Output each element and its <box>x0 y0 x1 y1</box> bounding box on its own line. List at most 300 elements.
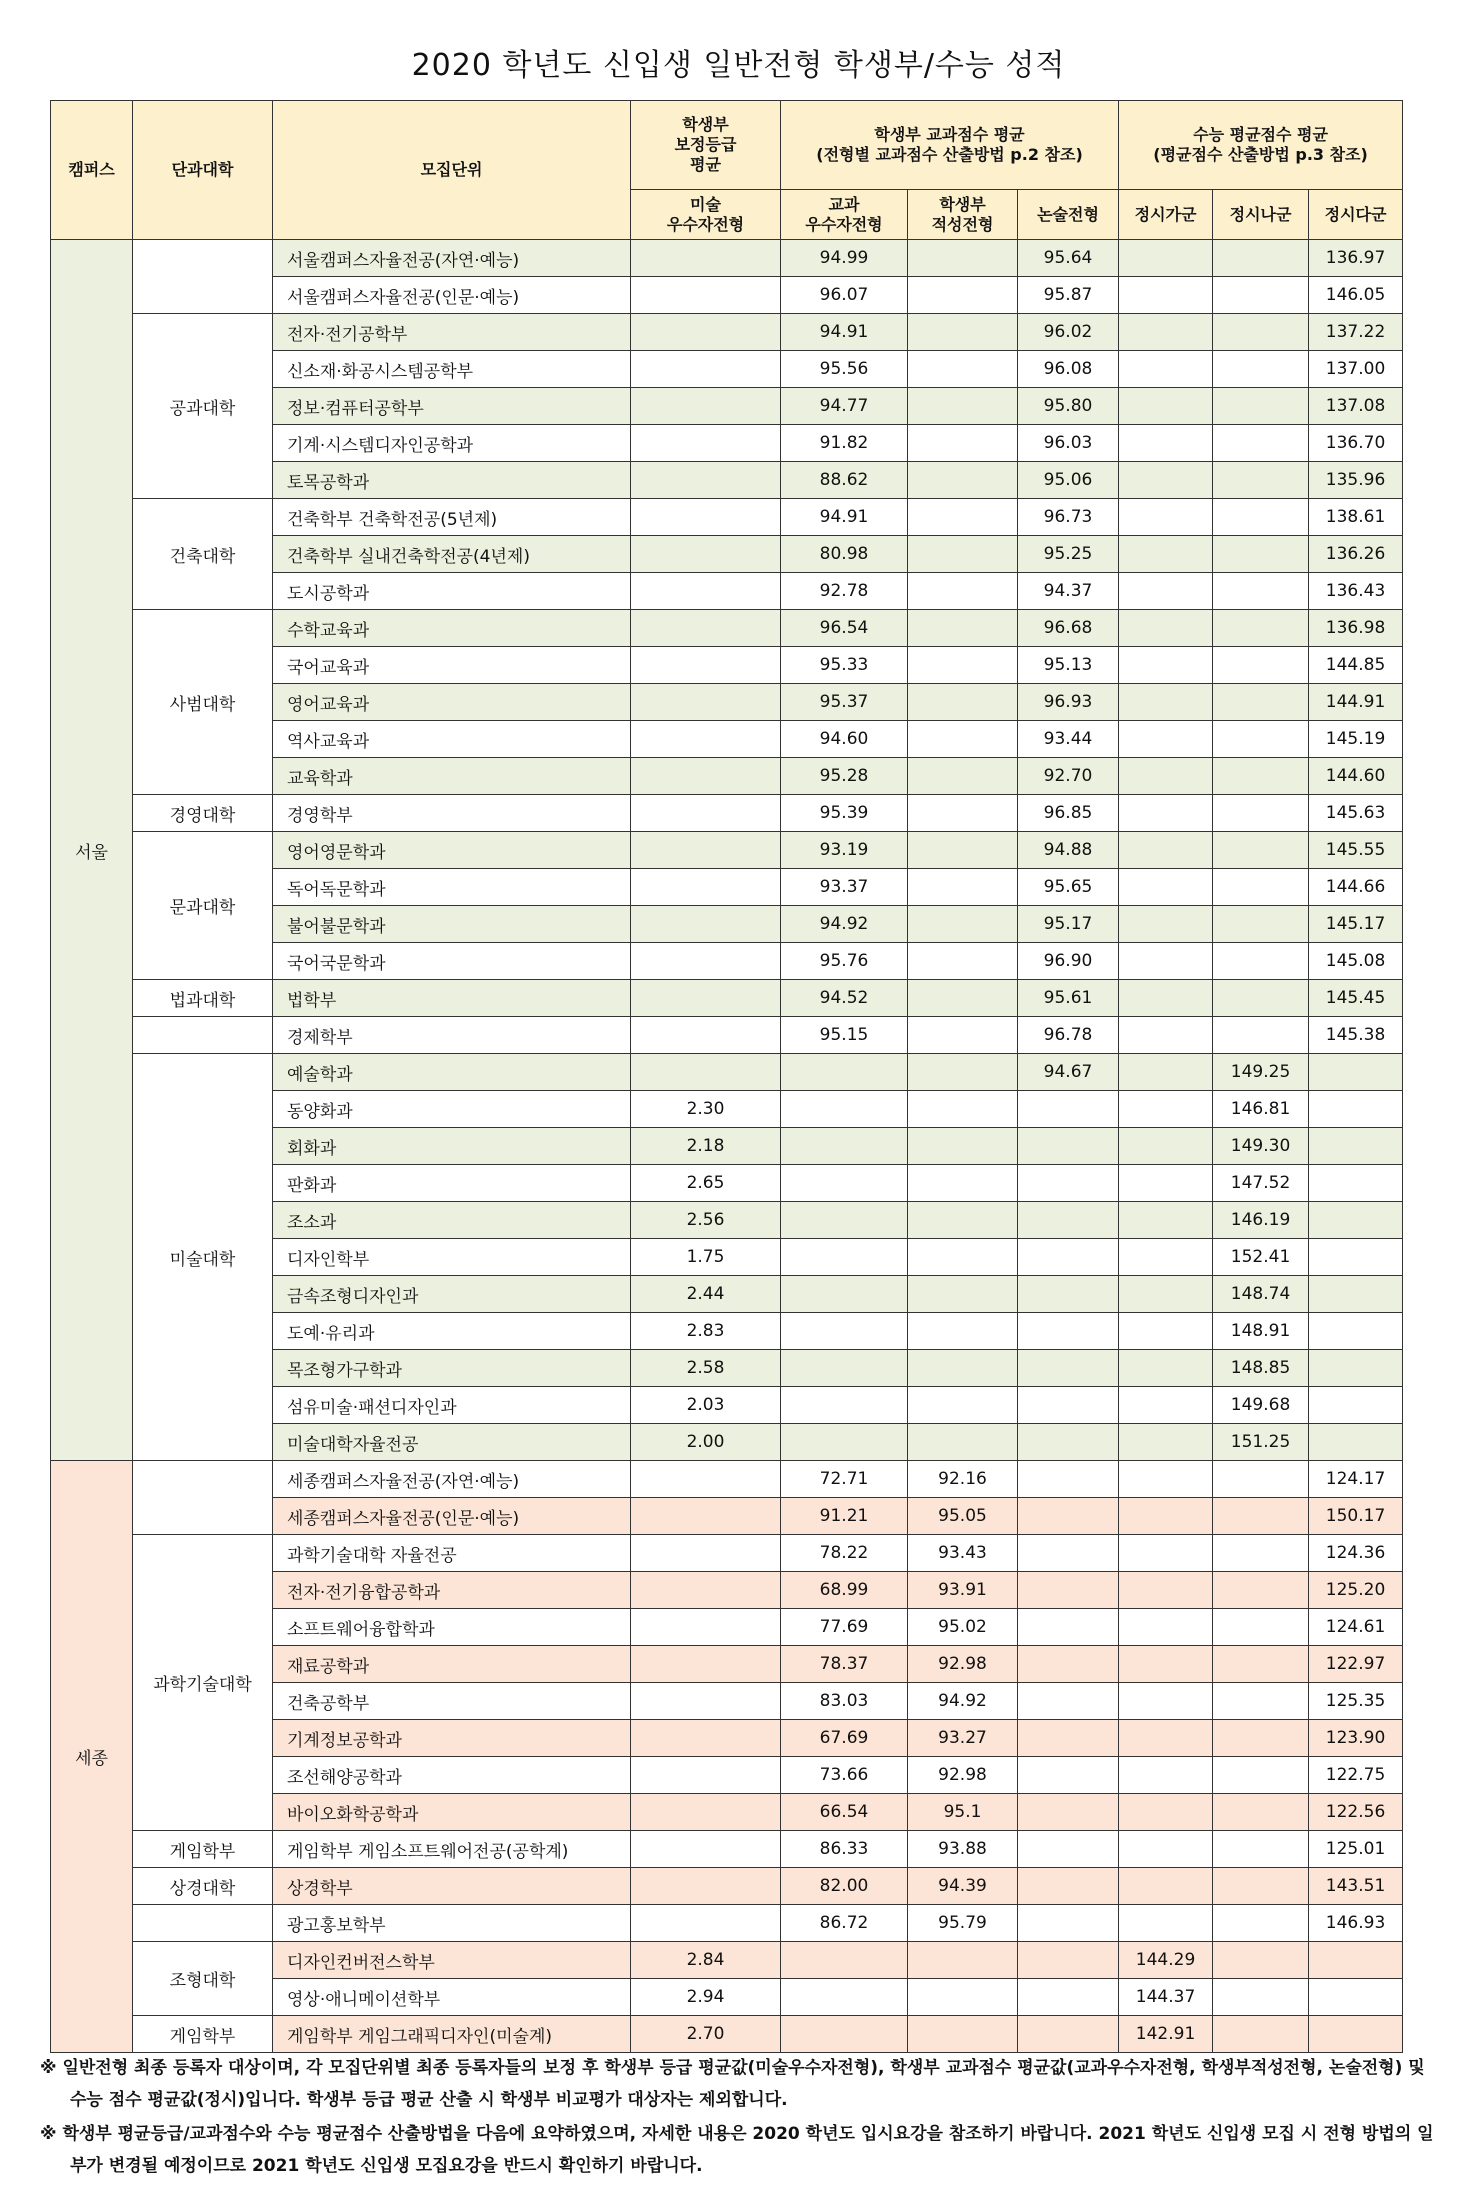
subject-cell: 78.37 <box>781 1646 908 1683</box>
college-cell: 경영대학 <box>133 795 273 832</box>
subject-cell <box>781 1942 908 1979</box>
unit-cell: 서울캠퍼스자율전공(자연·예능) <box>273 240 631 277</box>
da-cell: 145.63 <box>1309 795 1403 832</box>
art-cell: 2.70 <box>631 2016 781 2053</box>
da-cell <box>1309 1276 1403 1313</box>
ga-cell: 144.29 <box>1119 1942 1213 1979</box>
essay-cell: 95.17 <box>1018 906 1119 943</box>
da-cell <box>1309 1128 1403 1165</box>
art-cell: 1.75 <box>631 1239 781 1276</box>
art-cell <box>631 721 781 758</box>
essay-cell: 96.68 <box>1018 610 1119 647</box>
essay-cell <box>1018 1609 1119 1646</box>
na-cell <box>1213 1017 1309 1054</box>
aptitude-cell <box>908 351 1018 388</box>
da-cell <box>1309 1054 1403 1091</box>
da-cell <box>1309 1424 1403 1461</box>
da-cell: 136.98 <box>1309 610 1403 647</box>
aptitude-cell <box>908 943 1018 980</box>
essay-cell <box>1018 1683 1119 1720</box>
college-cell: 상경대학 <box>133 1868 273 1905</box>
aptitude-cell <box>908 795 1018 832</box>
art-cell <box>631 906 781 943</box>
aptitude-cell <box>908 1313 1018 1350</box>
da-cell: 145.55 <box>1309 832 1403 869</box>
subject-cell: 93.37 <box>781 869 908 906</box>
unit-cell: 전자·전기공학부 <box>273 314 631 351</box>
unit-cell: 신소재·화공시스템공학부 <box>273 351 631 388</box>
aptitude-cell <box>908 1387 1018 1424</box>
ga-cell: 142.91 <box>1119 2016 1213 2053</box>
aptitude-cell: 92.98 <box>908 1646 1018 1683</box>
subject-cell: 95.56 <box>781 351 908 388</box>
ga-cell <box>1119 277 1213 314</box>
table-row <box>51 240 1403 277</box>
college-cell: 사범대학 <box>133 610 273 795</box>
da-cell: 136.26 <box>1309 536 1403 573</box>
na-cell <box>1213 1720 1309 1757</box>
subject-cell: 78.22 <box>781 1535 908 1572</box>
essay-cell <box>1018 1424 1119 1461</box>
unit-cell: 불어불문학과 <box>273 906 631 943</box>
aptitude-cell <box>908 1979 1018 2016</box>
subject-cell: 86.33 <box>781 1831 908 1868</box>
ga-cell <box>1119 943 1213 980</box>
art-cell <box>631 351 781 388</box>
da-cell: 122.75 <box>1309 1757 1403 1794</box>
unit-cell: 영상·애니메이션학부 <box>273 1979 631 2016</box>
ga-cell <box>1119 906 1213 943</box>
aptitude-cell: 93.43 <box>908 1535 1018 1572</box>
essay-cell: 94.67 <box>1018 1054 1119 1091</box>
subject-cell: 95.76 <box>781 943 908 980</box>
unit-cell: 과학기술대학 자율전공 <box>273 1535 631 1572</box>
unit-cell: 교육학과 <box>273 758 631 795</box>
aptitude-cell <box>908 758 1018 795</box>
essay-cell <box>1018 1757 1119 1794</box>
table-row <box>51 1017 1403 1054</box>
da-cell <box>1309 1202 1403 1239</box>
subject-cell <box>781 1054 908 1091</box>
subject-cell: 94.91 <box>781 499 908 536</box>
table-row <box>51 1831 1403 1868</box>
art-cell: 2.65 <box>631 1165 781 1202</box>
ga-cell <box>1119 1313 1213 1350</box>
subject-cell <box>781 1239 908 1276</box>
da-cell: 145.08 <box>1309 943 1403 980</box>
aptitude-cell <box>908 832 1018 869</box>
da-cell <box>1309 1091 1403 1128</box>
da-cell: 145.38 <box>1309 1017 1403 1054</box>
art-cell: 2.58 <box>631 1350 781 1387</box>
da-cell <box>1309 1942 1403 1979</box>
essay-cell <box>1018 1794 1119 1831</box>
unit-cell: 목조형가구학과 <box>273 1350 631 1387</box>
header-da: 정시다군 <box>1309 190 1403 240</box>
aptitude-cell <box>908 1276 1018 1313</box>
na-cell: 151.25 <box>1213 1424 1309 1461</box>
da-cell <box>1309 1350 1403 1387</box>
aptitude-cell <box>908 1424 1018 1461</box>
aptitude-cell <box>908 388 1018 425</box>
da-cell <box>1309 2016 1403 2053</box>
unit-cell: 미술대학자율전공 <box>273 1424 631 1461</box>
art-cell <box>631 869 781 906</box>
aptitude-cell: 92.16 <box>908 1461 1018 1498</box>
da-cell: 145.17 <box>1309 906 1403 943</box>
art-cell <box>631 1461 781 1498</box>
na-cell: 149.68 <box>1213 1387 1309 1424</box>
essay-cell <box>1018 1091 1119 1128</box>
aptitude-cell <box>908 499 1018 536</box>
ga-cell <box>1119 684 1213 721</box>
da-cell: 124.17 <box>1309 1461 1403 1498</box>
ga-cell <box>1119 1017 1213 1054</box>
unit-cell: 예술학과 <box>273 1054 631 1091</box>
unit-cell: 재료공학과 <box>273 1646 631 1683</box>
art-cell <box>631 758 781 795</box>
aptitude-cell: 95.79 <box>908 1905 1018 1942</box>
unit-cell: 역사교육과 <box>273 721 631 758</box>
na-cell <box>1213 536 1309 573</box>
subject-cell: 94.92 <box>781 906 908 943</box>
ga-cell <box>1119 1276 1213 1313</box>
aptitude-cell <box>908 1202 1018 1239</box>
subject-cell <box>781 1387 908 1424</box>
essay-cell <box>1018 1165 1119 1202</box>
ga-cell <box>1119 1720 1213 1757</box>
unit-cell: 정보·컴퓨터공학부 <box>273 388 631 425</box>
na-cell <box>1213 869 1309 906</box>
art-cell <box>631 1868 781 1905</box>
subject-cell <box>781 2016 908 2053</box>
essay-cell <box>1018 1276 1119 1313</box>
college-cell: 조형대학 <box>133 1942 273 2016</box>
na-cell <box>1213 758 1309 795</box>
header-subject: 교과 우수자전형 <box>781 190 908 240</box>
da-cell: 145.19 <box>1309 721 1403 758</box>
ga-cell <box>1119 1424 1213 1461</box>
na-cell: 146.19 <box>1213 1202 1309 1239</box>
footnote: ※ 일반전형 최종 등록자 대상이며, 각 모집단위별 최종 등록자들의 보정 후 학생부 등급 평균값(미술우수자전형), 학생부 교과점수 평균값(교과우수자전형, 학생부적성전형, 논술전형) 및 수능 점수 평균값(정시)입니다. 학생부 등급 평균 산출 시 학생부 비교평가 대상자는 제외합니다. <box>40 2058 1425 2110</box>
na-cell <box>1213 2016 1309 2053</box>
subject-cell: 67.69 <box>781 1720 908 1757</box>
table-row <box>51 314 1403 351</box>
essay-cell: 95.13 <box>1018 647 1119 684</box>
ga-cell <box>1119 980 1213 1017</box>
subject-cell <box>781 1128 908 1165</box>
ga-cell <box>1119 610 1213 647</box>
essay-cell: 94.88 <box>1018 832 1119 869</box>
ga-cell <box>1119 1757 1213 1794</box>
aptitude-cell <box>908 1239 1018 1276</box>
ga-cell <box>1119 499 1213 536</box>
table-row <box>51 795 1403 832</box>
table-row <box>51 980 1403 1017</box>
da-cell <box>1309 1239 1403 1276</box>
essay-cell <box>1018 1128 1119 1165</box>
table-body <box>51 240 1403 2053</box>
ga-cell <box>1119 1646 1213 1683</box>
ga-cell <box>1119 721 1213 758</box>
art-cell: 2.03 <box>631 1387 781 1424</box>
essay-cell: 96.73 <box>1018 499 1119 536</box>
da-cell: 125.35 <box>1309 1683 1403 1720</box>
unit-cell: 조소과 <box>273 1202 631 1239</box>
essay-cell: 96.03 <box>1018 425 1119 462</box>
na-cell: 149.25 <box>1213 1054 1309 1091</box>
art-cell <box>631 1831 781 1868</box>
table-row <box>51 499 1403 536</box>
subject-cell: 68.99 <box>781 1572 908 1609</box>
essay-cell <box>1018 1350 1119 1387</box>
na-cell <box>1213 462 1309 499</box>
subject-cell <box>781 1202 908 1239</box>
aptitude-cell: 93.91 <box>908 1572 1018 1609</box>
art-cell <box>631 1794 781 1831</box>
unit-cell: 조선해양공학과 <box>273 1757 631 1794</box>
essay-cell <box>1018 1535 1119 1572</box>
subject-cell: 94.77 <box>781 388 908 425</box>
ga-cell <box>1119 1054 1213 1091</box>
da-cell: 145.45 <box>1309 980 1403 1017</box>
art-cell <box>631 832 781 869</box>
unit-cell: 세종캠퍼스자율전공(자연·예능) <box>273 1461 631 1498</box>
college-cell: 건축대학 <box>133 499 273 610</box>
art-cell: 2.00 <box>631 1424 781 1461</box>
ga-cell <box>1119 425 1213 462</box>
essay-cell: 95.61 <box>1018 980 1119 1017</box>
essay-cell <box>1018 1905 1119 1942</box>
art-cell: 2.56 <box>631 1202 781 1239</box>
campus-cell: 세종 <box>51 1461 133 2053</box>
ga-cell <box>1119 832 1213 869</box>
art-cell <box>631 647 781 684</box>
aptitude-cell <box>908 610 1018 647</box>
unit-cell: 건축공학부 <box>273 1683 631 1720</box>
da-cell: 135.96 <box>1309 462 1403 499</box>
unit-cell: 도시공학과 <box>273 573 631 610</box>
da-cell <box>1309 1979 1403 2016</box>
na-cell <box>1213 573 1309 610</box>
ga-cell <box>1119 1091 1213 1128</box>
header-ga: 정시가군 <box>1119 190 1213 240</box>
admission-score-table <box>50 100 1403 2053</box>
table-row <box>51 1905 1403 1942</box>
da-cell: 144.60 <box>1309 758 1403 795</box>
college-cell: 공과대학 <box>133 314 273 499</box>
header-unit: 모집단위 <box>273 101 631 240</box>
campus-cell: 서울 <box>51 240 133 1461</box>
na-cell <box>1213 314 1309 351</box>
na-cell <box>1213 906 1309 943</box>
aptitude-cell <box>908 2016 1018 2053</box>
table-row <box>51 610 1403 647</box>
aptitude-cell <box>908 1165 1018 1202</box>
art-cell <box>631 684 781 721</box>
subject-cell <box>781 1979 908 2016</box>
unit-cell: 건축학부 실내건축학전공(4년제) <box>273 536 631 573</box>
na-cell <box>1213 1979 1309 2016</box>
aptitude-cell <box>908 1091 1018 1128</box>
subject-cell: 92.78 <box>781 573 908 610</box>
ga-cell <box>1119 1683 1213 1720</box>
na-cell <box>1213 1757 1309 1794</box>
essay-cell <box>1018 2016 1119 2053</box>
header-grade-group: 학생부 보정등급 평균 <box>631 101 781 190</box>
aptitude-cell <box>908 721 1018 758</box>
subject-cell <box>781 1313 908 1350</box>
subject-cell: 93.19 <box>781 832 908 869</box>
ga-cell <box>1119 462 1213 499</box>
art-cell: 2.94 <box>631 1979 781 2016</box>
college-cell: 문과대학 <box>133 832 273 980</box>
subject-cell: 95.28 <box>781 758 908 795</box>
na-cell <box>1213 425 1309 462</box>
essay-cell <box>1018 1387 1119 1424</box>
da-cell: 122.56 <box>1309 1794 1403 1831</box>
ga-cell <box>1119 240 1213 277</box>
na-cell <box>1213 388 1309 425</box>
essay-cell: 95.06 <box>1018 462 1119 499</box>
aptitude-cell: 92.98 <box>908 1757 1018 1794</box>
da-cell: 146.05 <box>1309 277 1403 314</box>
unit-cell: 섬유미술·패션디자인과 <box>273 1387 631 1424</box>
na-cell <box>1213 1646 1309 1683</box>
da-cell: 125.20 <box>1309 1572 1403 1609</box>
header-college: 단과대학 <box>133 101 273 240</box>
unit-cell: 전자·전기융합공학과 <box>273 1572 631 1609</box>
da-cell: 138.61 <box>1309 499 1403 536</box>
ga-cell <box>1119 1794 1213 1831</box>
na-cell <box>1213 684 1309 721</box>
aptitude-cell <box>908 425 1018 462</box>
art-cell <box>631 1905 781 1942</box>
header-campus: 캠퍼스 <box>51 101 133 240</box>
essay-cell: 96.93 <box>1018 684 1119 721</box>
unit-cell: 건축학부 건축학전공(5년제) <box>273 499 631 536</box>
art-cell <box>631 1609 781 1646</box>
unit-cell: 수학교육과 <box>273 610 631 647</box>
ga-cell <box>1119 1128 1213 1165</box>
subject-cell: 95.37 <box>781 684 908 721</box>
art-cell <box>631 425 781 462</box>
na-cell <box>1213 610 1309 647</box>
essay-cell: 96.90 <box>1018 943 1119 980</box>
art-cell <box>631 240 781 277</box>
da-cell: 136.97 <box>1309 240 1403 277</box>
header-na: 정시나군 <box>1213 190 1309 240</box>
header-art: 미술 우수자전형 <box>631 190 781 240</box>
aptitude-cell: 95.05 <box>908 1498 1018 1535</box>
aptitude-cell <box>908 1017 1018 1054</box>
da-cell: 144.66 <box>1309 869 1403 906</box>
art-cell <box>631 980 781 1017</box>
unit-cell: 국어교육과 <box>273 647 631 684</box>
na-cell <box>1213 1868 1309 1905</box>
essay-cell: 95.64 <box>1018 240 1119 277</box>
unit-cell: 세종캠퍼스자율전공(인문·예능) <box>273 1498 631 1535</box>
subject-cell: 86.72 <box>781 1905 908 1942</box>
essay-cell <box>1018 1202 1119 1239</box>
essay-cell: 95.87 <box>1018 277 1119 314</box>
na-cell <box>1213 277 1309 314</box>
college-cell: 법과대학 <box>133 980 273 1017</box>
unit-cell: 상경학부 <box>273 1868 631 1905</box>
art-cell <box>631 314 781 351</box>
subject-cell: 94.52 <box>781 980 908 1017</box>
na-cell: 152.41 <box>1213 1239 1309 1276</box>
na-cell: 147.52 <box>1213 1165 1309 1202</box>
ga-cell <box>1119 869 1213 906</box>
subject-cell: 91.21 <box>781 1498 908 1535</box>
table-row <box>51 2016 1403 2053</box>
page-title: 2020 학년도 신입생 일반전형 학생부/수능 성적 <box>411 48 1066 83</box>
art-cell: 2.83 <box>631 1313 781 1350</box>
art-cell: 2.18 <box>631 1128 781 1165</box>
ga-cell <box>1119 1498 1213 1535</box>
unit-cell: 도예·유리과 <box>273 1313 631 1350</box>
ga-cell <box>1119 536 1213 573</box>
na-cell <box>1213 832 1309 869</box>
aptitude-cell: 93.27 <box>908 1720 1018 1757</box>
aptitude-cell <box>908 462 1018 499</box>
essay-cell: 93.44 <box>1018 721 1119 758</box>
ga-cell <box>1119 1239 1213 1276</box>
unit-cell: 디자인컨버전스학부 <box>273 1942 631 1979</box>
na-cell: 149.30 <box>1213 1128 1309 1165</box>
subject-cell: 80.98 <box>781 536 908 573</box>
ga-cell <box>1119 647 1213 684</box>
header-aptitude: 학생부 적성전형 <box>908 190 1018 240</box>
da-cell <box>1309 1313 1403 1350</box>
aptitude-cell <box>908 277 1018 314</box>
da-cell: 123.90 <box>1309 1720 1403 1757</box>
da-cell <box>1309 1165 1403 1202</box>
ga-cell <box>1119 1535 1213 1572</box>
college-cell: 미술대학 <box>133 1054 273 1461</box>
na-cell <box>1213 1572 1309 1609</box>
ga-cell <box>1119 314 1213 351</box>
ga-cell <box>1119 351 1213 388</box>
ga-cell: 144.37 <box>1119 1979 1213 2016</box>
art-cell <box>631 795 781 832</box>
da-cell: 125.01 <box>1309 1831 1403 1868</box>
art-cell <box>631 1498 781 1535</box>
art-cell: 2.44 <box>631 1276 781 1313</box>
subject-cell: 91.82 <box>781 425 908 462</box>
essay-cell <box>1018 1239 1119 1276</box>
na-cell: 148.91 <box>1213 1313 1309 1350</box>
unit-cell: 소프트웨어융합학과 <box>273 1609 631 1646</box>
essay-cell <box>1018 1646 1119 1683</box>
art-cell <box>631 1535 781 1572</box>
aptitude-cell: 94.92 <box>908 1683 1018 1720</box>
na-cell: 148.85 <box>1213 1350 1309 1387</box>
aptitude-cell <box>908 1128 1018 1165</box>
subject-cell: 82.00 <box>781 1868 908 1905</box>
essay-cell: 96.78 <box>1018 1017 1119 1054</box>
da-cell: 137.22 <box>1309 314 1403 351</box>
unit-cell: 광고홍보학부 <box>273 1905 631 1942</box>
art-cell <box>631 573 781 610</box>
na-cell <box>1213 943 1309 980</box>
na-cell <box>1213 721 1309 758</box>
aptitude-cell <box>908 684 1018 721</box>
aptitude-cell <box>908 647 1018 684</box>
subject-cell: 95.15 <box>781 1017 908 1054</box>
unit-cell: 영어교육과 <box>273 684 631 721</box>
